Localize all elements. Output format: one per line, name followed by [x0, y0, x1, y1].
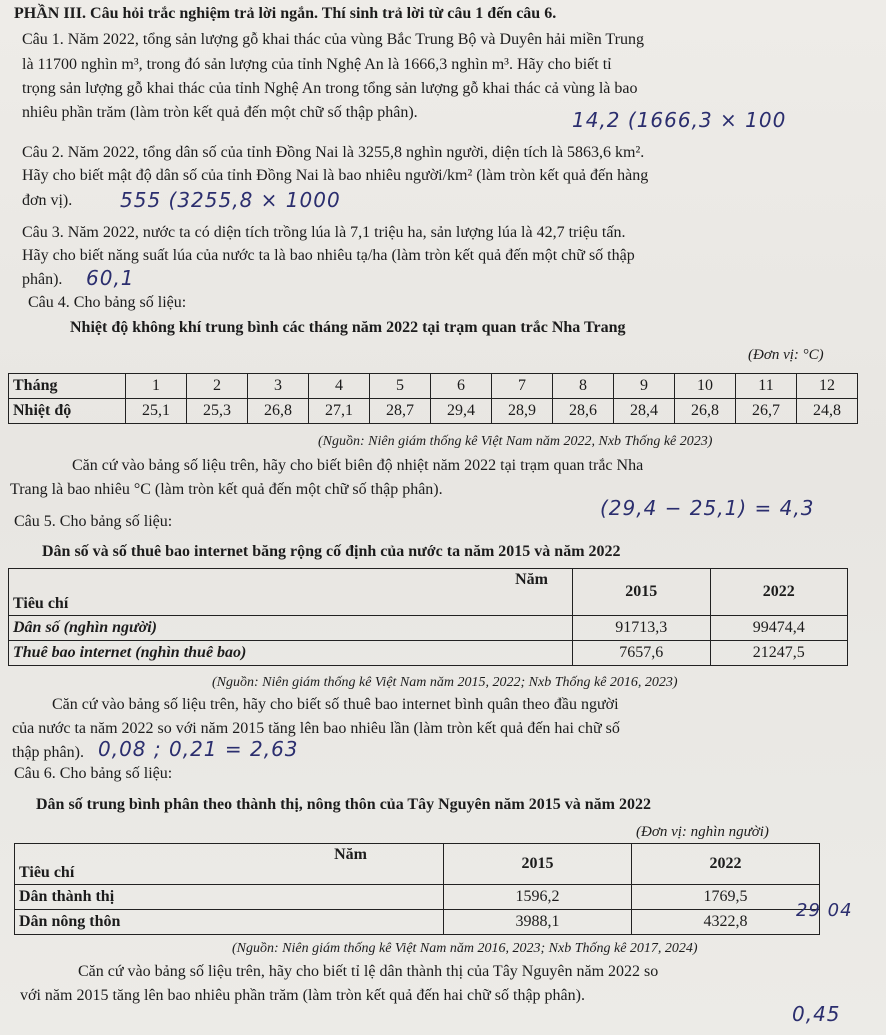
table-cell: 26,8 — [248, 399, 309, 424]
q5-internet-table — [8, 568, 848, 666]
table-cell: 12 — [797, 374, 858, 399]
q5-line-1: Căn cứ vào bảng số liệu trên, hãy cho biết số thuê bao internet bình quân theo đầu người — [52, 696, 619, 713]
table-cell: 25,3 — [187, 399, 248, 424]
q1-handwritten-answer: 14,2 (1666,3 × 100 — [572, 108, 787, 132]
table-cell: 1 — [126, 374, 187, 399]
table-header: 2022 — [632, 844, 820, 885]
q6-population-table — [14, 843, 820, 935]
q4-source: (Nguồn: Niên giám thống kê Việt Nam năm 2022, Nxb Thống kê 2023) — [318, 434, 713, 449]
table-cell: 8 — [553, 374, 614, 399]
q3-handwritten-answer: 60,1 — [86, 266, 135, 290]
table-row — [15, 910, 820, 935]
q5-year-header: Năm — [515, 571, 548, 588]
q1-line-1: Câu 1. Năm 2022, tổng sản lượng gỗ khai thác của vùng Bắc Trung Bộ và Duyên hải miền Trung — [22, 31, 644, 48]
table-cell: Dân thành thị — [15, 885, 444, 910]
q1-line-2: là 11700 nghìn m³, trong đó sản lượng của tỉnh Nghệ An là 1666,3 nghìn m³. Hãy cho biết tỉ — [22, 56, 612, 73]
table-cell: 91713,3 — [573, 616, 711, 641]
table-cell: 28,4 — [614, 399, 675, 424]
table-cell: 9 — [614, 374, 675, 399]
table-header: 2022 — [710, 569, 848, 616]
q1-line-3: trọng sản lượng gỗ khai thác của tỉnh Nghệ An trong tổng sản lượng gỗ khai thác cả vùng là bao — [22, 80, 638, 97]
part-title: PHẦN III. Câu hỏi trắc nghiệm trả lời ngắn. Thí sinh trả lời từ câu 1 đến câu 6. — [14, 5, 557, 22]
table-cell: 24,8 — [797, 399, 858, 424]
table-cell: 5 — [370, 374, 431, 399]
q4-line-1: Căn cứ vào bảng số liệu trên, hãy cho biết biên độ nhiệt năm 2022 tại trạm quan trắc Nha — [72, 457, 644, 474]
q5-table-title: Dân số và số thuê bao internet băng rộng cố định của nước ta năm 2015 và năm 2022 — [42, 543, 621, 560]
q2-line-1: Câu 2. Năm 2022, tổng dân số của tỉnh Đồng Nai là 3255,8 nghìn người, diện tích là 5863,6 km². — [22, 144, 645, 161]
table-cell: 28,7 — [370, 399, 431, 424]
table-cell: 25,1 — [126, 399, 187, 424]
table-cell: 6 — [431, 374, 492, 399]
q6-line-2: với năm 2015 tăng lên bao nhiêu phần trăm (làm tròn kết quả đến hai chữ số thập phân). — [20, 987, 585, 1004]
q3-line-3: phân). — [22, 271, 63, 288]
table-row — [15, 844, 820, 885]
q6-intro: Câu 6. Cho bảng số liệu: — [14, 765, 173, 782]
table-cell: 21247,5 — [710, 641, 848, 666]
q4-temperature-table — [8, 373, 858, 424]
q1-line-4: nhiêu phần trăm (làm tròn kết quả đến một chữ số thập phân). — [22, 104, 418, 121]
table-cell: 4 — [309, 374, 370, 399]
table-cell: 26,7 — [736, 399, 797, 424]
table-row — [9, 374, 858, 399]
table-row — [15, 885, 820, 910]
q6-margin-note: 29 04 — [796, 900, 853, 921]
table-cell: 3988,1 — [444, 910, 632, 935]
table-cell: 2 — [187, 374, 248, 399]
table-cell: 28,9 — [492, 399, 553, 424]
q2-handwritten-answer: 555 (3255,8 × 1000 — [120, 188, 341, 212]
q6-source: (Nguồn: Niên giám thống kê Việt Nam năm 2016, 2023; Nxb Thống kê 2017, 2024) — [232, 941, 698, 956]
q5-line-3: thập phân). — [12, 744, 84, 761]
q2-line-2: Hãy cho biết mật độ dân số của tỉnh Đồng Nai là bao nhiêu người/km² (làm tròn kết quả đến hàng — [22, 167, 649, 184]
table-cell: Dân nông thôn — [15, 910, 444, 935]
table-cell: 1769,5 — [632, 885, 820, 910]
table-cell: Thuê bao internet (nghìn thuê bao) — [9, 641, 573, 666]
q3-line-1: Câu 3. Năm 2022, nước ta có diện tích trồng lúa là 7,1 triệu ha, sản lượng lúa là 42,7 triệu tấn. — [22, 224, 626, 241]
q6-unit: (Đơn vị: nghìn người) — [636, 824, 769, 840]
q6-criteria-header: Tiêu chí — [19, 864, 75, 881]
table-cell: 3 — [248, 374, 309, 399]
table-cell: 10 — [675, 374, 736, 399]
table-cell: 28,6 — [553, 399, 614, 424]
table-row — [9, 641, 848, 666]
table-row — [9, 399, 858, 424]
q6-header-corner — [15, 844, 444, 885]
table-cell: 1596,2 — [444, 885, 632, 910]
table-cell: 4322,8 — [632, 910, 820, 935]
q5-intro: Câu 5. Cho bảng số liệu: — [14, 513, 173, 530]
q5-source: (Nguồn: Niên giám thống kê Việt Nam năm 2015, 2022; Nxb Thống kê 2016, 2023) — [212, 675, 678, 690]
q6-table-title: Dân số trung bình phân theo thành thị, nông thôn của Tây Nguyên năm 2015 và năm 2022 — [36, 796, 651, 813]
table-cell: 99474,4 — [710, 616, 848, 641]
q4-table-title: Nhiệt độ không khí trung bình các tháng năm 2022 tại trạm quan trắc Nha Trang — [70, 319, 626, 336]
q5-header-corner — [9, 569, 573, 616]
q4-line-2: Trang là bao nhiêu °C (làm tròn kết quả đến một chữ số thập phân). — [10, 481, 443, 498]
table-header: 2015 — [573, 569, 711, 616]
q3-line-2: Hãy cho biết năng suất lúa của nước ta là bao nhiêu tạ/ha (làm tròn kết quả đến một chữ số thập — [22, 247, 635, 264]
q5-handwritten-answer: 0,08 ; 0,21 = 2,63 — [98, 737, 299, 761]
table-row — [9, 616, 848, 641]
q5-criteria-header: Tiêu chí — [13, 595, 69, 612]
table-row — [9, 569, 848, 616]
table-cell: 29,4 — [431, 399, 492, 424]
q6-handwritten-answer: 0,45 — [792, 1002, 841, 1026]
q2-line-3: đơn vị). — [22, 192, 73, 209]
q4-row-label-month: Tháng — [9, 374, 126, 399]
q4-handwritten-answer: (29,4 − 25,1) = 4,3 — [600, 496, 815, 520]
table-cell: 26,8 — [675, 399, 736, 424]
table-cell: 7 — [492, 374, 553, 399]
q6-year-header: Năm — [334, 846, 367, 863]
table-cell: 27,1 — [309, 399, 370, 424]
q5-line-2: của nước ta năm 2022 so với năm 2015 tăng lên bao nhiêu lần (làm tròn kết quả đến hai chữ số — [12, 720, 620, 737]
q6-line-1: Căn cứ vào bảng số liệu trên, hãy cho biết tỉ lệ dân thành thị của Tây Nguyên năm 2022 so — [78, 963, 659, 980]
q4-unit: (Đơn vị: °C) — [748, 347, 824, 363]
q4-intro: Câu 4. Cho bảng số liệu: — [28, 294, 187, 311]
table-cell: 7657,6 — [573, 641, 711, 666]
table-cell: Dân số (nghìn người) — [9, 616, 573, 641]
q4-row-label-temp: Nhiệt độ — [9, 399, 126, 424]
table-header: 2015 — [444, 844, 632, 885]
table-cell: 11 — [736, 374, 797, 399]
